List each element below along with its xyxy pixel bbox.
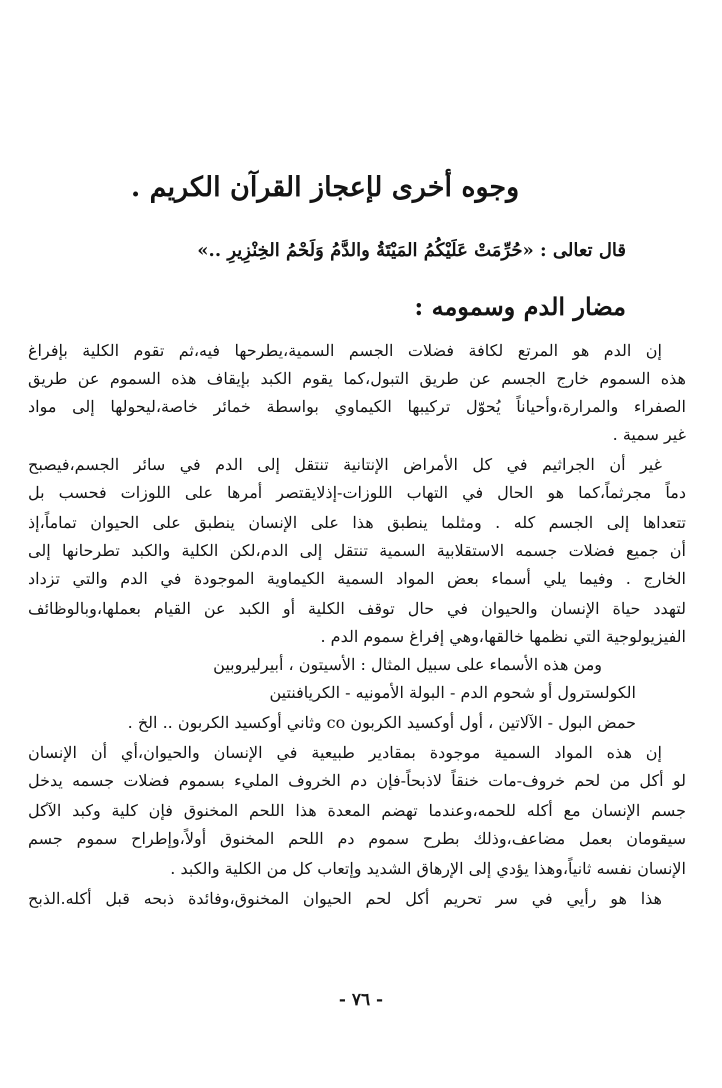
paragraph-line: سيقومان بعمل مضاعف،وذلك بطرح سموم دم اللحم المخنوق أولاً،وإطراح سموم جسم: [28, 829, 686, 848]
paragraph-line: الخارج . وفيما يلي أسماء بعض المواد السمية الكيماوية الموجودة في الدم والتي تزداد: [28, 569, 686, 588]
paragraph-line: إن الدم هو المرتع لكافة فضلات الجسم السمية،يطرحها فيه،ثم تقوم الكلية بإفراغ: [28, 341, 662, 360]
paragraph-line: لو أكل من لحم خروف-مات خنقاً لاذبحاً-فإن دم الخروف المليء بسموم فضلات جسمه يدخل: [28, 771, 686, 790]
paragraph-line: أن جميع فضلات جسمه الاستقلابية السمية تنتقل إلى الدم،لكن الكلية والكبد تطرحانها إلى: [28, 541, 686, 560]
paragraph-line: هذا هو رأيي في سر تحريم أكل لحم الحيوان المخنوق،وفائدة ذبحه قبل أكله.الذبح: [28, 889, 662, 908]
paragraph-line: جسم الإنسان مع أكله للحمه،وعندما تهضم المعدة هذا اللحم المخنوق فإن كلية وكبد الآكل: [28, 801, 686, 820]
quran-verse: قال تعالى : «حُرِّمَتْ عَلَيْكُمُ المَيْتَةُ والدَّمُ وَلَحْمُ الخِنْزِيرِ ..»: [197, 240, 626, 261]
paragraph-line: الصفراء والمرارة،وأحياناً يُحوّل تركيبها الكيماوي بواسطة خمائر خاصة،ليحولها إلى مواد: [28, 397, 686, 416]
examples-line: حمض البول - الآلاتين ، أول أوكسيد الكربون co وثاني أوكسيد الكربون .. الخ .: [127, 713, 636, 732]
paragraph-line: الفيزيولوجية التي نظمها خالقها،وهي إفراغ سموم الدم .: [320, 627, 686, 646]
paragraph-line: غير أن الجراثيم في كل الأمراض الإنتانية تنتقل إلى الدم في سائر الجسم،فيصبح: [28, 455, 662, 474]
paragraph-line: تتعداها إلى الجسم كله . ومثلما ينطبق هذا على الإنسان ينطبق على الحيوان تماماً،إذ: [28, 513, 686, 532]
paragraph-line: غير سمية .: [612, 425, 686, 444]
paragraph-line: إن هذه المواد السمية موجودة بمقادير طبيعية في الإنسان والحيوان،أي أن الإنسان: [28, 743, 662, 762]
paragraph-line: هذه السموم خارج الجسم عن طريق التبول،كما يقوم الكبد بإيقاف هذه السموم عن طريق: [28, 369, 686, 388]
page-number: - ٧٦ -: [338, 990, 384, 1010]
paragraph-line: الإنسان نفسه ثانياً،وهذا يؤدي إلى الإرهاق الشديد وإتعاب كل من الكلية والكبد .: [170, 859, 686, 878]
examples-line: ومن هذه الأسماء على سبيل المثال : الأسيتون ، أبيرليروبين: [213, 655, 602, 674]
examples-line: الكولسترول أو شحوم الدم - البولة الأمونيه - الكريافنتين: [269, 683, 636, 702]
paragraph-line: لتهدد حياة الإنسان والحيوان في حال توقف الكلية أو الكبد عن القيام بعملها،وبالوظائف: [28, 599, 686, 618]
paragraph-line: دماً مجرثماً،كما هو الحال في التهاب اللوزات-إذلايقتصر أمرها على اللوزات فحسب بل: [28, 483, 686, 502]
page-title: وجوه أخرى لإعجاز القرآن الكريم .: [130, 172, 520, 203]
section-heading: مضار الدم وسمومه :: [414, 292, 626, 321]
